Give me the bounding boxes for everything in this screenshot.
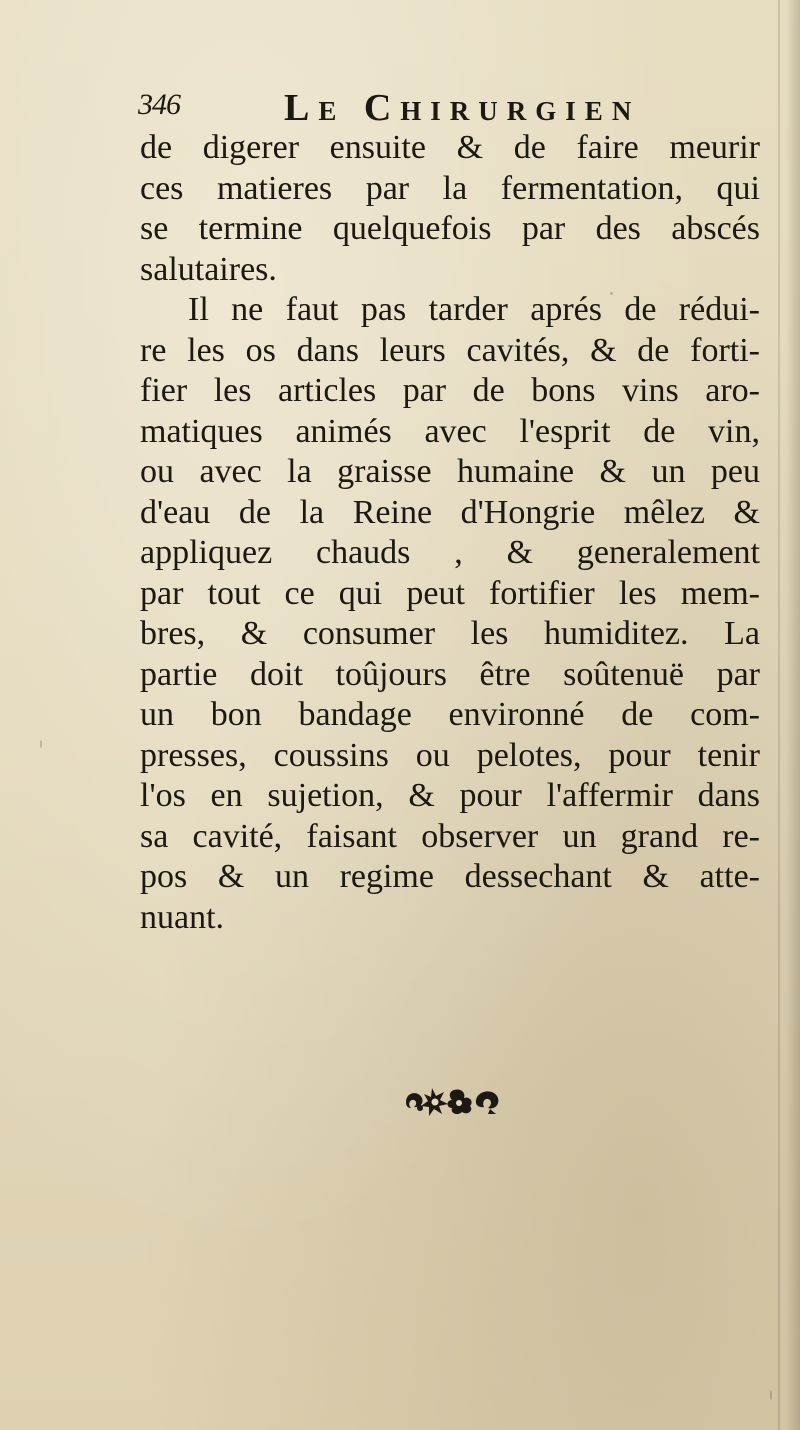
text-line: presses, coussins ou pelotes, pour tenir	[140, 736, 760, 774]
text-line: fier les articles par de bons vins aro-	[140, 372, 760, 409]
paper-speck	[735, 388, 737, 394]
text-line: pos & un regime dessechant & atte-	[140, 858, 760, 895]
text-line: partie doit toûjours être soûtenuë par	[140, 655, 760, 693]
running-head: Le Chirurgien	[284, 87, 641, 129]
page-edge-shadow	[786, 0, 800, 1430]
body-text	[140, 128, 760, 938]
text-line: nuant.	[140, 898, 225, 936]
text-line: salutaires.	[140, 250, 277, 288]
paragraph-start-line: Il ne faut pas tarder aprés de rédui-	[188, 291, 760, 328]
text-line: se termine quelquefois par des abscés	[140, 210, 760, 247]
text-line: re les os dans leurs cavités, & de forti-	[140, 331, 760, 369]
paper-speck	[770, 1390, 772, 1400]
paper-speck	[40, 740, 42, 748]
text-line: appliquez chauds , & generalement	[140, 534, 760, 571]
text-line: bres, & consumer les humiditez. La	[140, 615, 760, 652]
text-line: ou avec la graisse humaine & un peu	[140, 453, 760, 490]
fleuron-ornament-icon	[402, 1078, 502, 1118]
text-line: par tout ce qui peut fortifier les mem-	[140, 574, 760, 612]
paper-speck	[610, 292, 613, 295]
text-line: l'os en sujetion, & pour l'affermir dans	[140, 777, 760, 814]
text-line: un bon bandage environné de com-	[140, 696, 760, 733]
page-fold-line	[778, 0, 780, 1430]
paper-speck	[720, 880, 723, 882]
text-line: d'eau de la Reine d'Hongrie mêlez &	[140, 493, 760, 531]
text-line: matiques animés avec l'esprit de vin,	[140, 412, 760, 450]
text-line: ces matieres par la fermentation, qui	[140, 169, 760, 207]
text-line: sa cavité, faisant observer un grand re-	[140, 817, 760, 855]
text-line: de digerer ensuite & de faire meurir	[140, 129, 760, 166]
page-number: 346	[138, 88, 180, 121]
